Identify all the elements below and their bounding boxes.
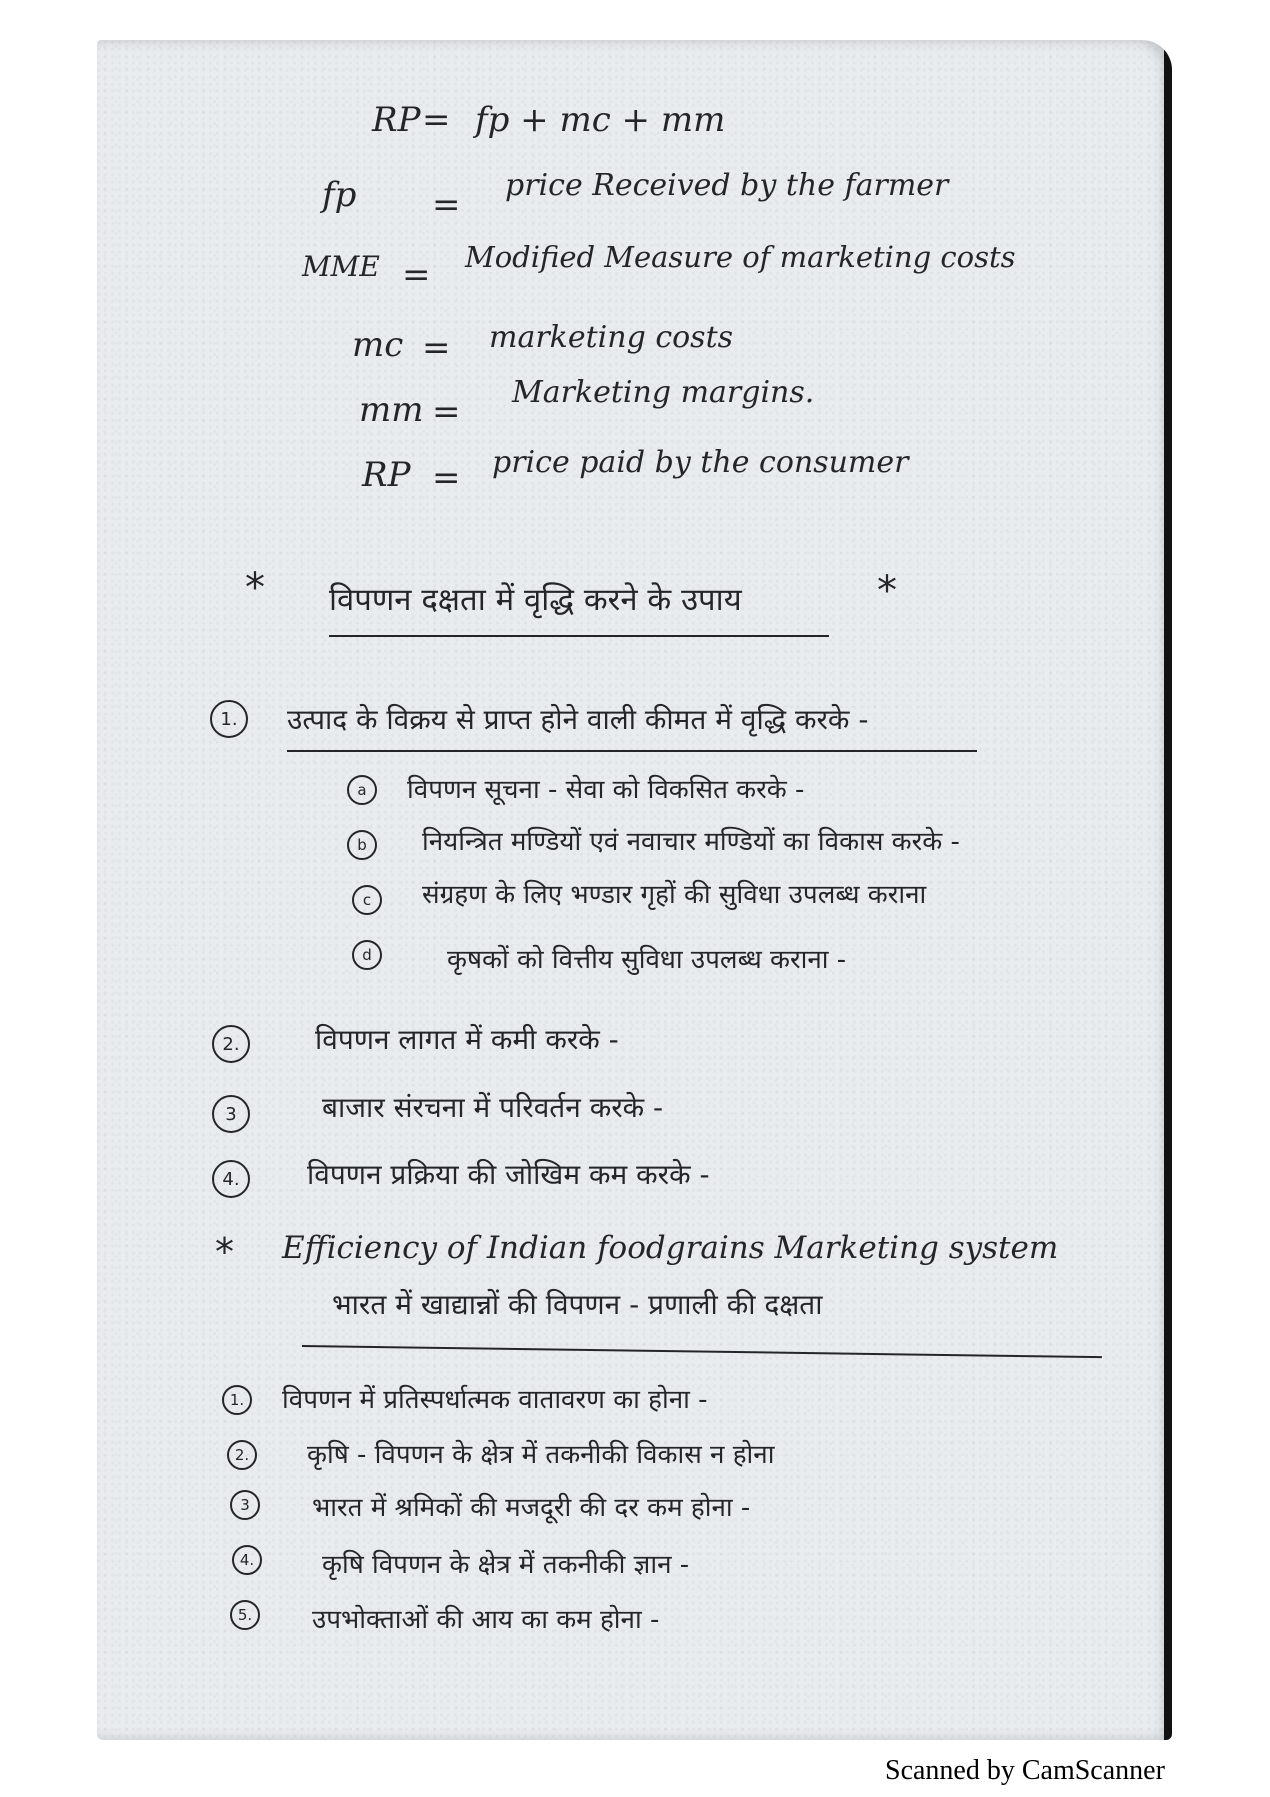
formula-rhs: Marketing margins. [512, 375, 815, 410]
section-heading: विपणन दक्षता में वृद्धि करने के उपाय [329, 582, 742, 618]
sub-text: विपणन सूचना - सेवा को विकसित करके - [407, 775, 805, 805]
formula-equals: = [432, 185, 461, 225]
point-marker: 2. [227, 1440, 257, 1470]
point-marker: 4. [212, 1160, 250, 1198]
formula-rhs: price Received by the farmer [505, 168, 949, 203]
sub-text: संग्रहण के लिए भण्डार गृहों की सुविधा उपलब्ध कराना [422, 880, 927, 910]
section-heading-hindi: भारत में खाद्यान्नों की विपणन - प्रणाली की दक्षता [332, 1288, 823, 1321]
star-bullet: * [245, 565, 265, 611]
heading-underline [329, 635, 829, 637]
point-underline [287, 750, 977, 752]
sub-marker: a [347, 775, 377, 805]
point-marker: 4. [232, 1545, 262, 1575]
formula-lhs: mm [359, 390, 424, 430]
point-text: उपभोक्ताओं की आय का कम होना - [312, 1605, 660, 1635]
formula-equals: = [402, 255, 431, 295]
section-heading-english: Efficiency of Indian foodgrains Marketing system [282, 1230, 1059, 1266]
point-text: विपणन प्रक्रिया की जोखिम कम करके - [307, 1158, 710, 1191]
notebook-edge [1164, 50, 1172, 1740]
sub-text: कृषकों को वित्तीय सुविधा उपलब्ध कराना - [447, 945, 847, 975]
formula-lhs: mc [352, 325, 404, 365]
scanned-page [97, 40, 1172, 1740]
scanner-watermark: Scanned by CamScanner [885, 1755, 1165, 1786]
heading-underline [302, 1345, 1102, 1358]
formula-rhs: marketing costs [489, 320, 734, 355]
formula-rhs: Modified Measure of marketing costs [465, 240, 1016, 274]
point-marker: 3 [230, 1490, 260, 1520]
point-text: उत्पाद के विक्रय से प्राप्त होने वाली कीमत में वृद्धि करके - [287, 703, 869, 736]
point-text: कृषि विपणन के क्षेत्र में तकनीकी ज्ञान - [322, 1550, 690, 1580]
formula-equals: = [422, 100, 451, 140]
sub-marker: d [352, 940, 382, 970]
point-marker: 1. [210, 700, 248, 738]
point-text: विपणन में प्रतिस्पर्धात्मक वातावरण का होना - [282, 1385, 708, 1415]
point-marker: 2. [212, 1025, 250, 1063]
formula-equals: = [422, 328, 451, 368]
point-marker: 5. [230, 1600, 260, 1630]
sub-text: नियन्त्रित मण्डियों एवं नवाचार मण्डियों का विकास करके - [422, 827, 960, 857]
formula-lhs: MME [302, 250, 380, 283]
point-text: विपणन लागत में कमी करके - [315, 1023, 619, 1056]
formula-rhs: fp + mc + mm [475, 100, 726, 140]
formula-equals: = [432, 392, 461, 432]
point-text: बाजार संरचना में परिवर्तन करके - [322, 1091, 664, 1124]
formula-lhs: fp [322, 175, 357, 215]
sub-marker: c [352, 885, 382, 915]
point-text: कृषि - विपणन के क्षेत्र में तकनीकी विकास न होना [307, 1440, 775, 1470]
formula-lhs: RP [372, 100, 421, 140]
formula-rhs: price paid by the consumer [492, 445, 909, 480]
star-bullet: * [877, 568, 897, 614]
point-marker: 3 [212, 1095, 250, 1133]
sub-marker: b [347, 830, 377, 860]
formula-equals: = [432, 458, 461, 498]
star-bullet: * [215, 1230, 234, 1274]
formula-lhs: RP [362, 455, 411, 495]
point-marker: 1. [222, 1385, 252, 1415]
point-text: भारत में श्रमिकों की मजदूरी की दर कम होना - [312, 1493, 751, 1523]
